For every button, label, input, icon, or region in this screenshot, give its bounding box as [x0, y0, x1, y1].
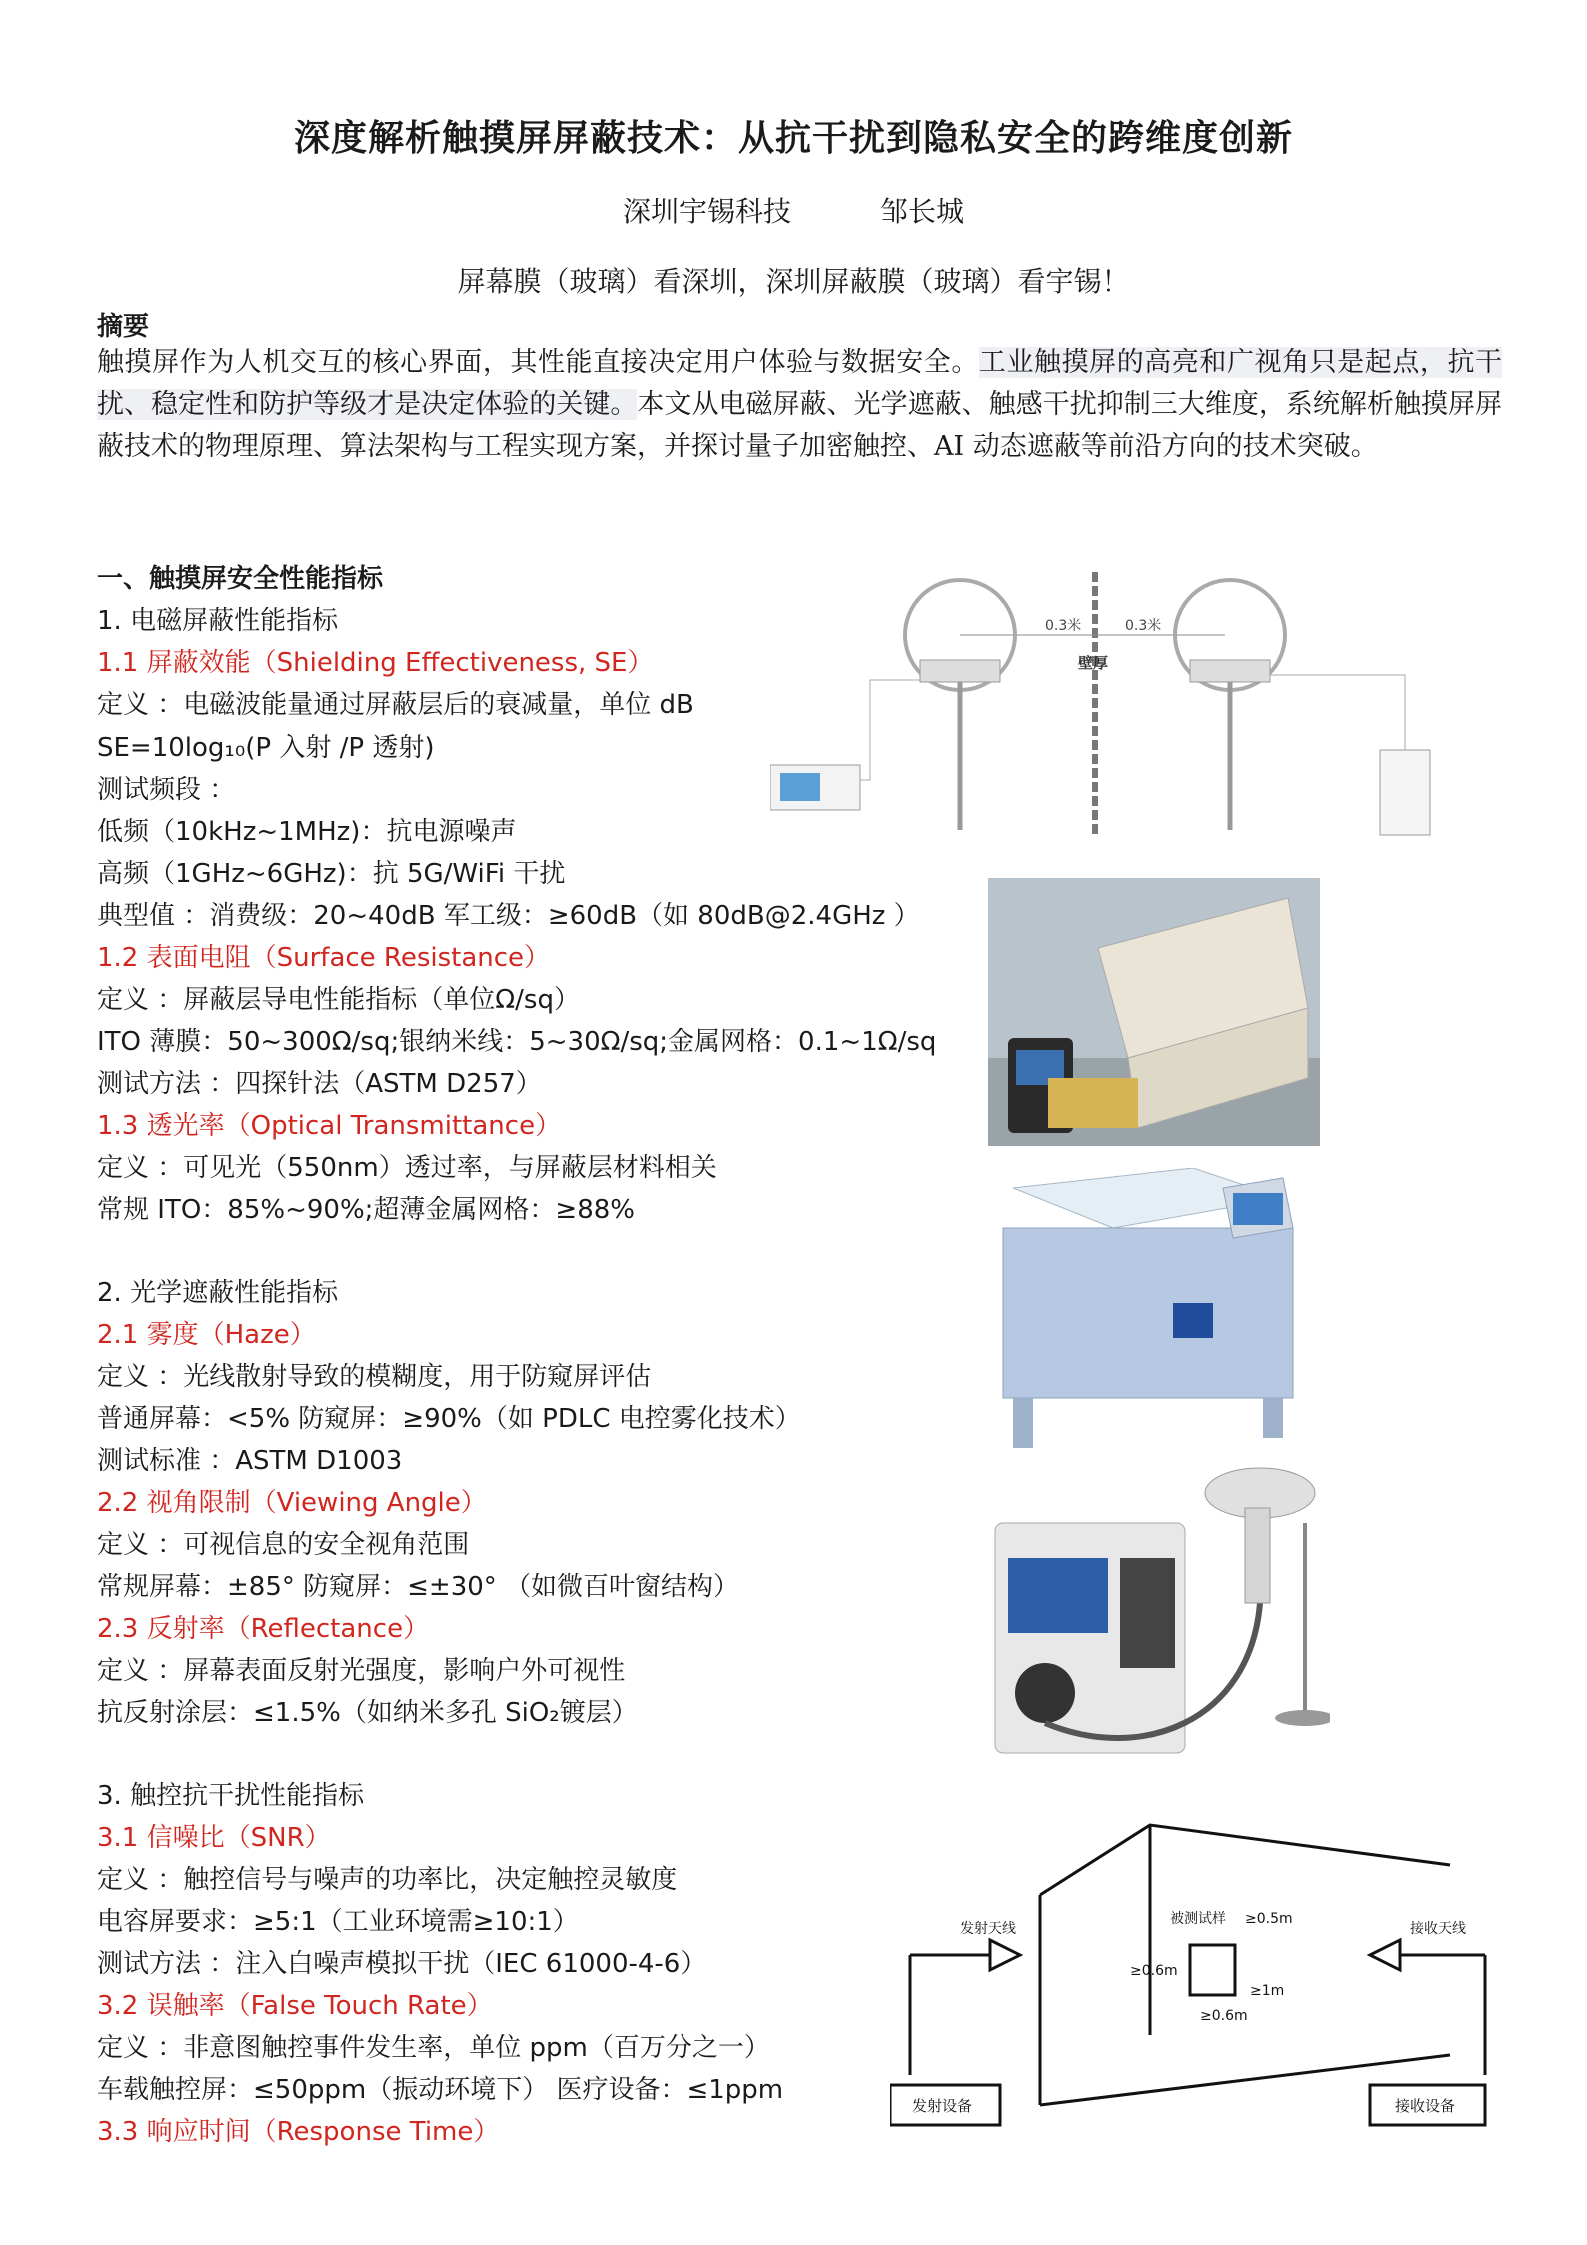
- body-line: 3.1 信噪比（SNR）: [97, 1823, 331, 1853]
- body-line: SE=10log₁₀(P 入射 /P 透射): [97, 733, 435, 763]
- body-line: 定义 ：可视信息的安全视角范围: [97, 1530, 470, 1560]
- tx-antenna-label: 发射天线: [960, 1921, 1016, 1937]
- antenna-bracket-left: [920, 660, 1000, 682]
- tx-device-label: 发射设备: [912, 2097, 973, 2115]
- abstract-part2: 工业触摸屏的高亮和广视角只是起点，抗干扰、稳定性和防护等级才是决定体验的关键。: [97, 347, 1503, 420]
- body-line: 测试标准 ：ASTM D1003: [97, 1446, 403, 1476]
- sample-label: 被测试样: [1170, 1911, 1226, 1927]
- body-line: 定义 ：屏幕表面反射光强度，影响户外可视性: [97, 1656, 626, 1686]
- receiver-device: [1380, 750, 1430, 835]
- body-line: 2.3 反射率（Reflectance）: [97, 1614, 430, 1644]
- esd-stand-base: [1275, 1710, 1330, 1726]
- abstract-heading: 摘要: [97, 312, 150, 342]
- cable-left: [860, 680, 920, 780]
- byline: [0, 190, 1587, 230]
- figure-shield-chamber: [988, 878, 1320, 1146]
- figure-wall-test-schematic: [890, 1805, 1500, 2135]
- dim-label-3: ≥1m: [1250, 1983, 1285, 1999]
- abstract-body: [97, 342, 1502, 468]
- dim-label-1: ≥0.5m: [1245, 1911, 1293, 1927]
- label-dist-left: 0.3米: [1045, 618, 1082, 634]
- dim-label-2: ≥0.6m: [1130, 1963, 1178, 1979]
- body-line: 3.2 误触率（False Touch Rate）: [97, 1991, 493, 2021]
- body-line: 1.3 透光率（Optical Transmittance）: [97, 1111, 562, 1141]
- body-line: 3.3 响应时间（Response Time）: [97, 2117, 500, 2147]
- body-line: 3. 触控抗干扰性能指标: [97, 1781, 365, 1811]
- tx-antenna-icon: [990, 1940, 1020, 1970]
- body-line: 1.2 表面电阻（Surface Resistance）: [97, 943, 551, 973]
- body-line: 定义 ：光线散射导致的模糊度，用于防窥屏评估: [97, 1362, 652, 1392]
- body-line: 1. 电磁屏蔽性能指标: [97, 606, 339, 636]
- body-line: 抗反射涂层：≤1.5%（如纳米多孔 SiO₂镀层）: [97, 1698, 638, 1728]
- esd-gun-handle: [1245, 1508, 1270, 1603]
- absorber-block: [1048, 1078, 1138, 1128]
- rx-device-label: 接收设备: [1395, 2097, 1456, 2115]
- signal-generator-screen: [780, 773, 820, 801]
- body-line: 定义 ：屏蔽层导电性能指标（单位Ω/sq）: [97, 985, 580, 1015]
- cable-right: [1270, 675, 1405, 750]
- body-line: 低频（10kHz~1MHz)：抗电源噪声: [97, 817, 517, 847]
- page-title: 深度解析触摸屏屏蔽技术：从抗干扰到隐私安全的跨维度创新: [293, 117, 1293, 159]
- esd-keypad: [1120, 1558, 1175, 1668]
- body-line: 普通屏幕：<5% 防窥屏：≥90%（如 PDLC 电控雾化技术）: [97, 1404, 801, 1434]
- dim-label-4: ≥0.6m: [1200, 2008, 1248, 2024]
- control-knobs: [1173, 1303, 1213, 1338]
- body-line: 测试方法 ：四探针法（ASTM D257）: [97, 1069, 542, 1099]
- body-line: 定义 ：电磁波能量通过屏蔽层后的衰减量，单位 dB: [97, 690, 694, 720]
- body-line: 定义 ：触控信号与噪声的功率比，决定触控灵敏度: [97, 1865, 678, 1895]
- body-line: 2. 光学遮蔽性能指标: [97, 1278, 339, 1308]
- author-name: 邹长城: [879, 195, 964, 228]
- body-line: 常规屏幕：±85° 防窥屏：≤±30° （如微百叶窗结构）: [97, 1572, 740, 1602]
- sample-window: [1190, 1945, 1235, 1995]
- control-screen: [1233, 1193, 1283, 1225]
- body-line: 电容屏要求：≥5:1（工业环境需≥10:1）: [97, 1907, 579, 1937]
- figure-esd-simulator: [990, 1463, 1330, 1773]
- body-line: 典型值 ：消费级：20~40dB 军工级：≥60dB（如 80dB@2.4GHz ）: [97, 901, 920, 931]
- chamber-cabinet: [1003, 1228, 1293, 1398]
- body-line: 测试频段 ：: [97, 775, 236, 805]
- body-line: 定义 ：可见光（550nm）透过率，与屏蔽层材料相关: [97, 1153, 717, 1183]
- body-line: 定义 ：非意图触控事件发生率，单位 ppm（百万分之一）: [97, 2033, 770, 2063]
- rx-antenna-icon: [1370, 1940, 1400, 1970]
- figure-salt-spray-chamber: [993, 1168, 1323, 1455]
- abstract-part1: 触摸屏作为人机交互的核心界面，其性能直接决定用户体验与数据安全。: [97, 347, 979, 378]
- body-line: 2.1 雾度（Haze）: [97, 1320, 316, 1350]
- esd-screen: [1008, 1558, 1108, 1633]
- body-line: 1.1 屏蔽效能（Shielding Effectiveness, SE）: [97, 648, 654, 678]
- body-line: 车载触控屏：≤50ppm（振动环境下） 医疗设备：≤1ppm: [97, 2075, 784, 2105]
- body-line: 测试方法 ：注入白噪声模拟干扰（IEC 61000-4-6）: [97, 1949, 707, 1979]
- leg-right: [1263, 1398, 1283, 1438]
- leg-left: [1013, 1398, 1033, 1448]
- figure-antenna-setup: [770, 570, 1470, 840]
- wall-top-edge: [1040, 1825, 1450, 1895]
- label-dist-right: 0.3米: [1125, 618, 1162, 634]
- rx-antenna-label: 接收天线: [1410, 1921, 1466, 1937]
- label-wall: 壁厚: [1078, 654, 1109, 672]
- body-line: 常规 ITO：85%~90%;超薄金属网格：≥88%: [97, 1195, 635, 1225]
- esd-connector: [1015, 1663, 1075, 1723]
- body-line: 2.2 视角限制（Viewing Angle）: [97, 1488, 487, 1518]
- body-line: 一、触摸屏安全性能指标: [97, 564, 384, 594]
- body-line: ITO 薄膜：50~300Ω/sq;银纳米线：5~30Ω/sq;金属网格：0.1~1Ω/sq: [97, 1027, 937, 1057]
- company-name: 深圳宇锡科技: [623, 195, 792, 228]
- slogan: 屏幕膜（玻璃）看深圳，深圳屏蔽膜（玻璃）看宇锡！: [457, 265, 1130, 298]
- body-line: 高频（1GHz~6GHz)：抗 5G/WiFi 干扰: [97, 859, 566, 889]
- antenna-bracket-right: [1190, 660, 1270, 682]
- abstract-part3: 本文从电磁屏蔽、光学遮蔽、触感干扰抑制三大维度，系统解析触摸屏屏蔽技术的物理原理、算法架构与工程实现方案，并探讨量子加密触控、AI 动态遮蔽等前沿方向的技术突破。: [97, 389, 1503, 462]
